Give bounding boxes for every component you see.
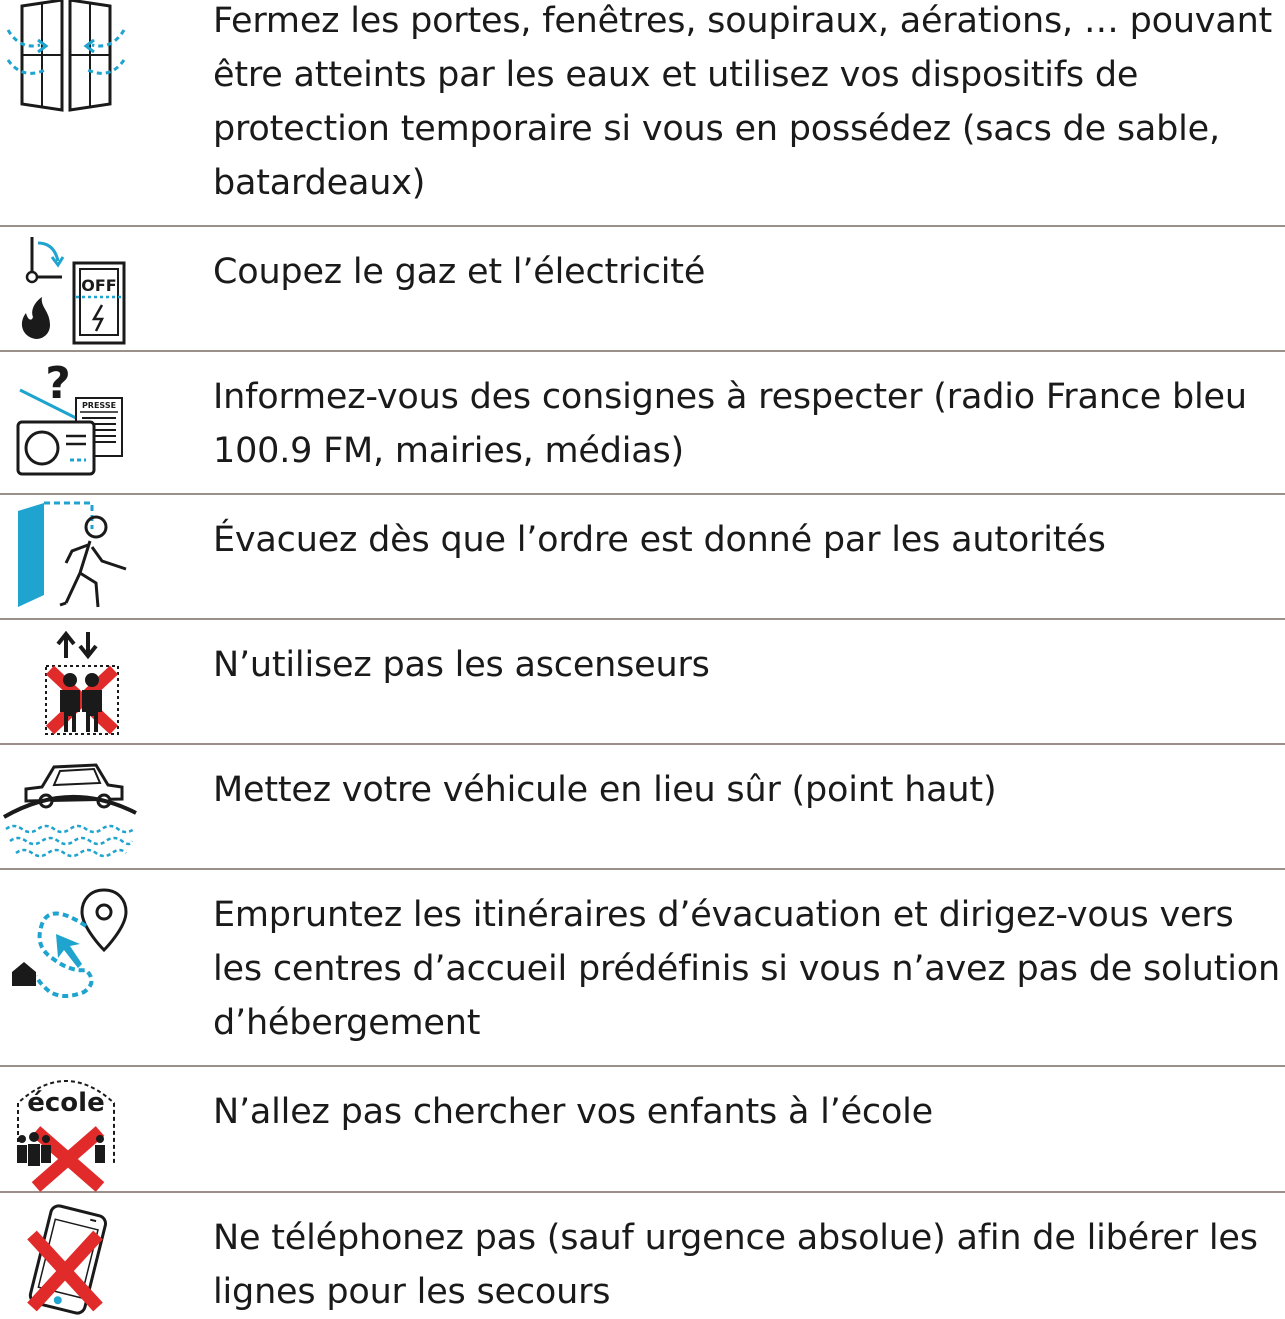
list-item <box>0 495 1285 620</box>
svg-text:?: ? <box>45 358 71 409</box>
instruction-text: Mettez votre véhicule en lieu sûr (point haut) <box>213 770 997 810</box>
instruction-text: Empruntez les itinéraires d’évacuation et dirigez-vous vers les centres d’accueil prédéfinis si vous n’avez pas de solution d’hébergement <box>213 895 1280 1043</box>
closed-window-icon <box>0 0 150 120</box>
no-elevator-icon <box>0 626 150 738</box>
off-label: OFF <box>81 276 117 295</box>
list-item <box>0 870 1285 1067</box>
instruction-text: Coupez le gaz et l’électricité <box>213 252 706 292</box>
instruction-text: Fermez les portes, fenêtres, soupiraux, aérations, … pouvant être atteints par les eaux et utilisez vos dispositifs de protection temporaire si vous en possédez (sacs de sable, batardeaux) <box>213 1 1273 203</box>
instruction-text: Ne téléphonez pas (sauf urgence absolue) afin de libérer les lignes pour les secours <box>213 1218 1258 1312</box>
evacuate-person-icon <box>0 499 150 614</box>
list-item <box>0 620 1285 745</box>
presse-label: PRESSE <box>81 401 117 410</box>
list-item <box>0 227 1285 352</box>
evacuation-route-icon <box>0 884 150 1004</box>
no-phone-icon <box>0 1201 150 1313</box>
ecole-label: école <box>27 1088 105 1118</box>
list-item <box>0 352 1285 495</box>
instruction-text: N’allez pas chercher vos enfants à l’école <box>213 1092 934 1132</box>
radio-press-icon <box>0 360 150 480</box>
car-high-ground-icon <box>0 753 150 865</box>
list-item <box>0 745 1285 870</box>
list-item <box>0 1193 1285 1317</box>
gas-electricity-cutoff-icon <box>0 233 150 345</box>
instruction-text: Informez-vous des consignes à respecter (radio France bleu 100.9 FM, mairies, médias) <box>213 377 1247 471</box>
instruction-text: N’utilisez pas les ascenseurs <box>213 645 710 685</box>
list-item <box>0 0 1285 227</box>
list-item <box>0 1067 1285 1193</box>
no-school-pickup-icon <box>0 1069 150 1191</box>
instruction-text: Évacuez dès que l’ordre est donné par les autorités <box>213 520 1106 560</box>
